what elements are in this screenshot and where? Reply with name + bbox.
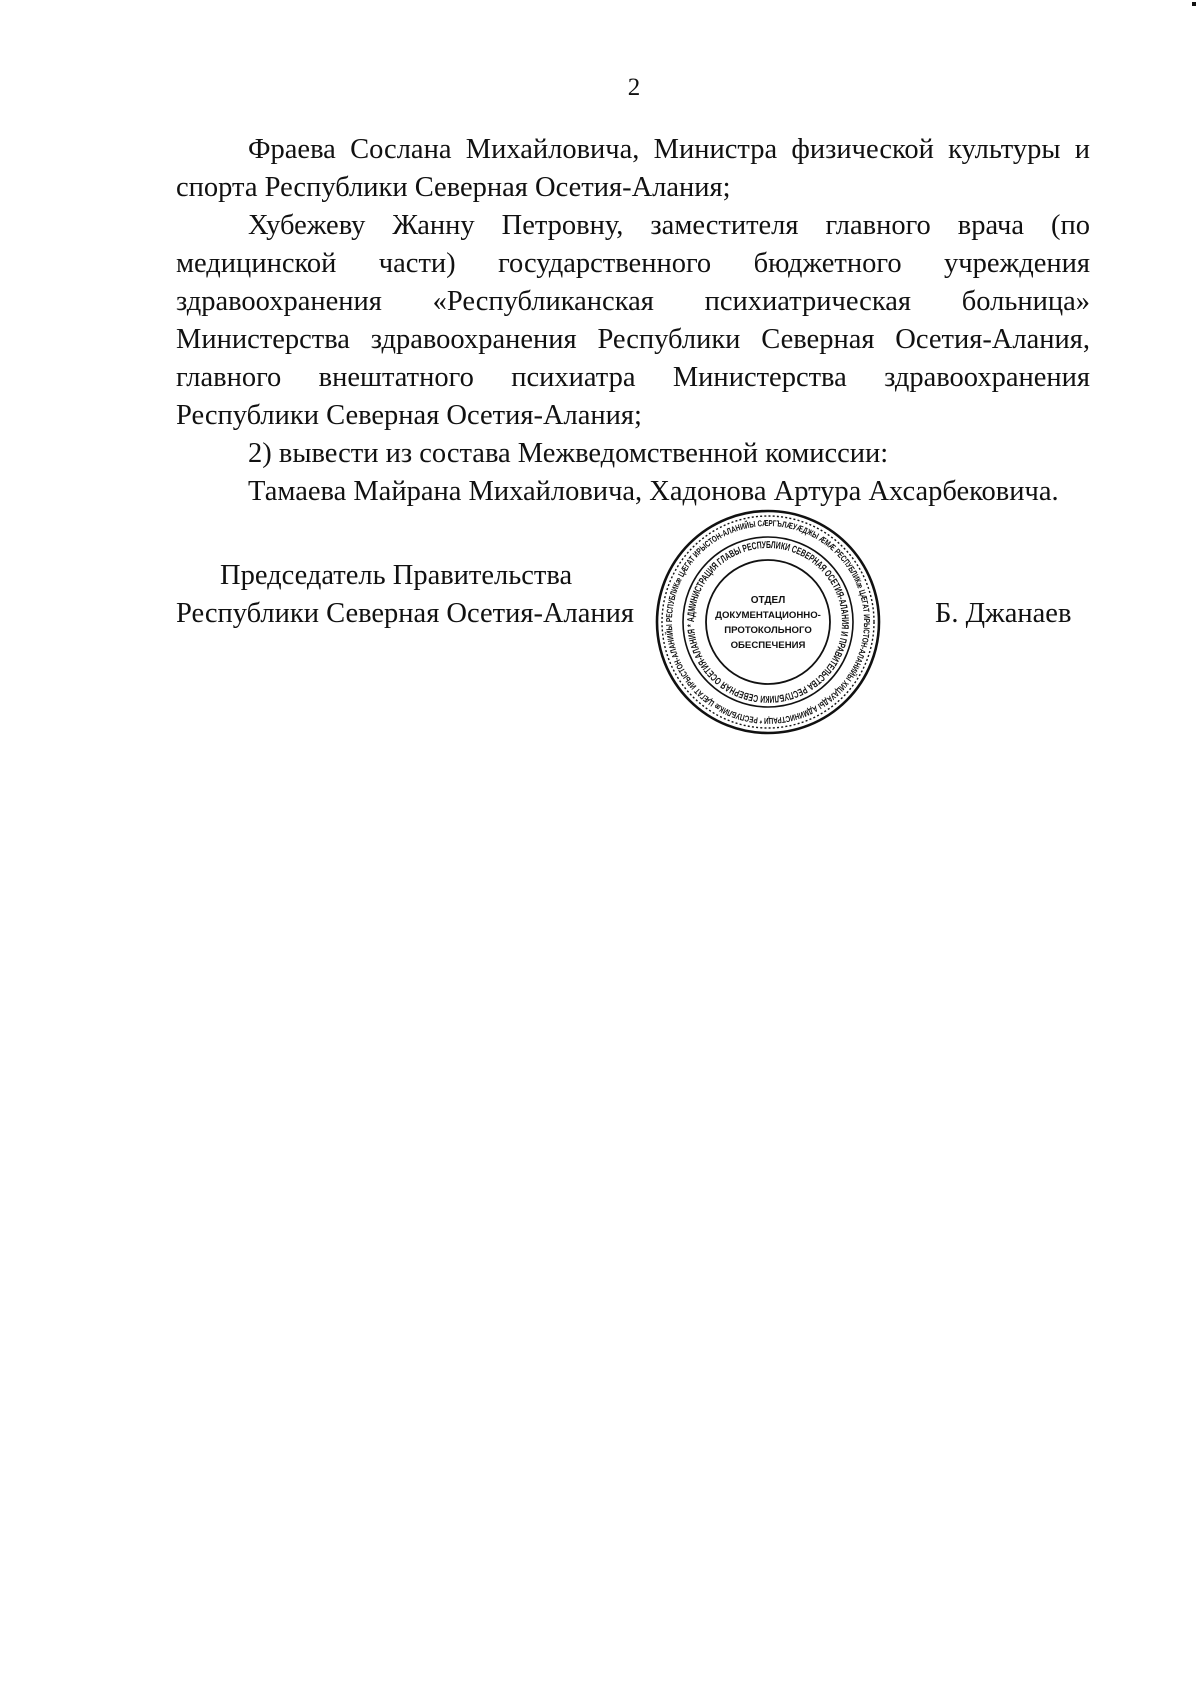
paragraph-3: 2) вывести из состава Межведомственной комиссии: bbox=[248, 438, 889, 469]
signatory-title-line-2: Республики Северная Осетия-Алания bbox=[176, 598, 635, 629]
paragraph-4: Тамаева Майрана Михайловича, Хадонова Артура Ахсарбековича. bbox=[248, 476, 1059, 507]
seal-outer-ring-text: РЕСПУБЛИКæ ЦÆГАТ ИРЫСТОН-АЛАНИЙЫ СÆРГЪЛÆУÆДЖЫ ÆМÆ РЕСПУБЛИКæ ЦÆГАТ ИРЫСТОН-АЛАНИЙЫ ХИЦАУАДЫ АДМИНИСТРАЦИ * РЕСПУБЛИКæ ЦÆГАТ ИРЫСТОН-АЛАНИЙЫ bbox=[663, 517, 873, 727]
official-seal bbox=[654, 508, 882, 736]
page-number: 2 bbox=[627, 74, 641, 101]
seal-center-line-2: ДОКУМЕНТАЦИОННО- bbox=[715, 610, 821, 621]
body-text bbox=[176, 131, 1090, 511]
scan-mark bbox=[1192, 2, 1196, 6]
signatory-title-line-1: Председатель Правительства bbox=[220, 560, 573, 591]
signatory-title bbox=[176, 557, 634, 633]
signatory-name: Б. Джанаев bbox=[935, 598, 1072, 629]
seal-graphic bbox=[654, 508, 882, 736]
seal-center-line-3: ПРОТОКОЛЬНОГО bbox=[724, 625, 812, 636]
paragraph-1: Фраева Сослана Михайловича, Министра физической культуры и спорта Республики Северная Осетия-Алания; bbox=[176, 134, 1090, 203]
paragraph-2: Хубежеву Жанну Петровну, заместителя главного врача (по медицинской части) государственного бюджетного учреждения здравоохранения «Республиканская психиатрическая больница» Министерства здравоохранения Республики Северная Осетия-Алания, главного внештатного психиатра Министерства здравоохранения Республики Северная Осетия-Алания; bbox=[176, 210, 1090, 431]
seal-inner-ring-text: АДМИНИСТРАЦИЯ ГЛАВЫ РЕСПУБЛИКИ СЕВЕРНАЯ ОСЕТИЯ-АЛАНИЯ И ПРАВИТЕЛЬСТВА РЕСПУБЛИКИ СЕВЕРНАЯ ОСЕТИЯ-АЛАНИЯ * bbox=[685, 539, 851, 705]
seal-center-line-4: ОБЕСПЕЧЕНИЯ bbox=[730, 640, 806, 651]
seal-center-line-1: ОТДЕЛ bbox=[750, 595, 786, 606]
